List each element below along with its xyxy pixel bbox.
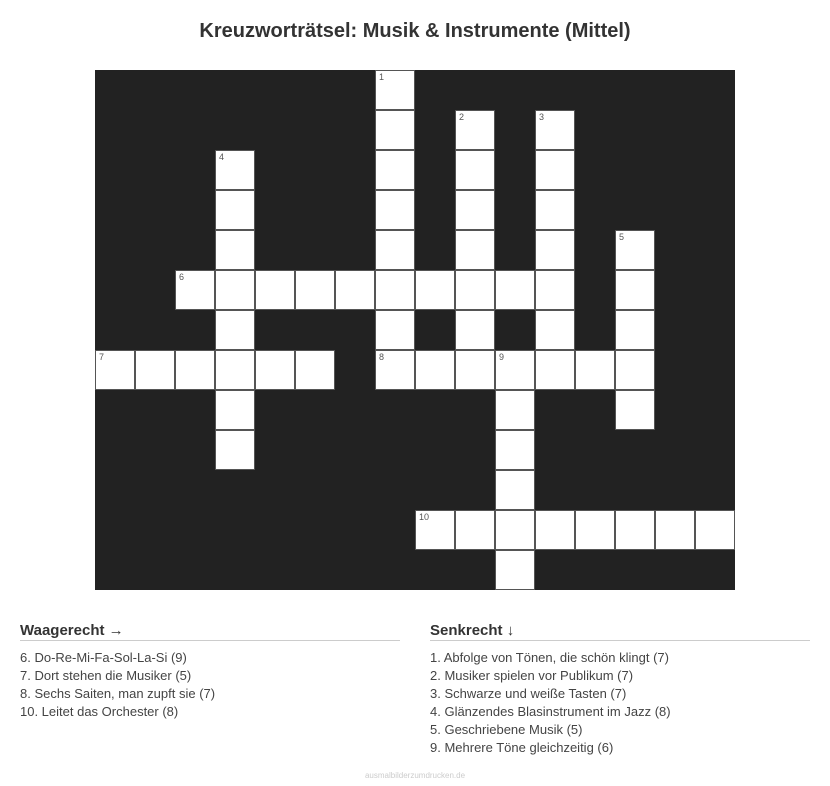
grid-cell[interactable] — [215, 190, 255, 230]
clue-across: 6. Do-Re-Mi-Fa-Sol-La-Si (9) — [20, 650, 187, 665]
grid-cell[interactable] — [535, 510, 575, 550]
grid-cell[interactable] — [455, 190, 495, 230]
grid-cell[interactable] — [535, 270, 575, 310]
grid-cell[interactable] — [615, 390, 655, 430]
grid-cell[interactable] — [415, 350, 455, 390]
grid-cell[interactable] — [175, 270, 215, 310]
grid-cell[interactable] — [455, 510, 495, 550]
clue-number: 1 — [379, 72, 385, 82]
grid-cell[interactable] — [615, 230, 655, 270]
grid-cell[interactable] — [295, 350, 335, 390]
grid-cell[interactable] — [375, 150, 415, 190]
clue-down: 5. Geschriebene Musik (5) — [430, 722, 583, 737]
grid-cell[interactable] — [255, 350, 295, 390]
footer-credit: ausmalbilderzumdrucken.de — [364, 771, 466, 780]
grid-cell[interactable] — [375, 190, 415, 230]
grid-cell[interactable] — [615, 310, 655, 350]
grid-cell[interactable] — [295, 270, 335, 310]
clue-down: 3. Schwarze und weiße Tasten (7) — [430, 686, 627, 701]
clue-number: 4 — [219, 152, 225, 162]
grid-cell[interactable] — [575, 350, 615, 390]
grid-cell[interactable] — [455, 270, 495, 310]
grid-cell[interactable] — [535, 190, 575, 230]
grid-cell[interactable] — [455, 230, 495, 270]
grid-cell[interactable] — [375, 270, 415, 310]
across-clues-section — [20, 622, 400, 721]
grid-cell[interactable] — [215, 270, 255, 310]
grid-cell[interactable] — [215, 230, 255, 270]
clue-across: 7. Dort stehen die Musiker (5) — [20, 668, 192, 683]
clue-number: 3 — [539, 112, 545, 122]
grid-cell[interactable] — [255, 270, 295, 310]
clue-down: 1. Abfolge von Tönen, die schön klingt (7) — [430, 650, 669, 665]
clue-down: 2. Musiker spielen vor Publikum (7) — [430, 668, 634, 683]
grid-cell[interactable] — [335, 270, 375, 310]
grid-cell[interactable] — [495, 510, 535, 550]
grid-cell[interactable] — [615, 270, 655, 310]
clue-number: 10 — [419, 512, 430, 522]
grid-cell[interactable] — [455, 350, 495, 390]
down-clues-section — [430, 622, 810, 757]
grid-cell[interactable] — [695, 510, 735, 550]
grid-cell[interactable] — [495, 270, 535, 310]
grid-cell[interactable] — [95, 350, 135, 390]
clue-number: 9 — [499, 352, 505, 362]
grid-cell[interactable] — [495, 350, 535, 390]
grid-cell[interactable] — [615, 350, 655, 390]
grid-cell[interactable] — [215, 430, 255, 470]
grid-cell[interactable] — [375, 310, 415, 350]
grid-cell[interactable] — [575, 510, 615, 550]
clue-down: 9. Mehrere Töne gleichzeitig (6) — [430, 740, 614, 755]
clue-number: 8 — [379, 352, 385, 362]
grid-cell[interactable] — [535, 230, 575, 270]
grid-cell[interactable] — [375, 70, 415, 110]
down-heading: Senkrecht ↓ — [430, 622, 810, 641]
grid-cell[interactable] — [375, 110, 415, 150]
grid-cell[interactable] — [535, 150, 575, 190]
grid-cell[interactable] — [535, 110, 575, 150]
grid-cell[interactable] — [495, 390, 535, 430]
grid-cell[interactable] — [455, 150, 495, 190]
grid-cell[interactable] — [495, 550, 535, 590]
clue-number: 7 — [99, 352, 105, 362]
grid-cell[interactable] — [655, 510, 695, 550]
crossword-grid — [95, 70, 735, 590]
grid-cell[interactable] — [495, 470, 535, 510]
grid-cell[interactable] — [175, 350, 215, 390]
grid-cell[interactable] — [215, 390, 255, 430]
grid-cell[interactable] — [215, 150, 255, 190]
grid-cell[interactable] — [535, 350, 575, 390]
grid-cell[interactable] — [135, 350, 175, 390]
grid-cell[interactable] — [375, 350, 415, 390]
grid-cell[interactable] — [455, 310, 495, 350]
grid-cell[interactable] — [535, 310, 575, 350]
grid-cell[interactable] — [455, 110, 495, 150]
clue-across: 10. Leitet das Orchester (8) — [20, 704, 179, 719]
clue-number: 6 — [179, 272, 185, 282]
grid-cell[interactable] — [415, 270, 455, 310]
grid-cell[interactable] — [415, 510, 455, 550]
grid-cell[interactable] — [375, 230, 415, 270]
clue-number: 2 — [459, 112, 465, 122]
across-heading: Waagerecht → — [20, 622, 400, 641]
grid-cell[interactable] — [615, 510, 655, 550]
grid-cell[interactable] — [215, 310, 255, 350]
grid-cell[interactable] — [495, 430, 535, 470]
clue-down: 4. Glänzendes Blasinstrument im Jazz (8) — [430, 704, 671, 719]
grid-cell[interactable] — [215, 350, 255, 390]
page-title: Kreuzworträtsel: Musik & Instrumente (Mittel) — [199, 20, 631, 42]
clue-number: 5 — [619, 232, 625, 242]
clue-across: 8. Sechs Saiten, man zupft sie (7) — [20, 686, 216, 701]
